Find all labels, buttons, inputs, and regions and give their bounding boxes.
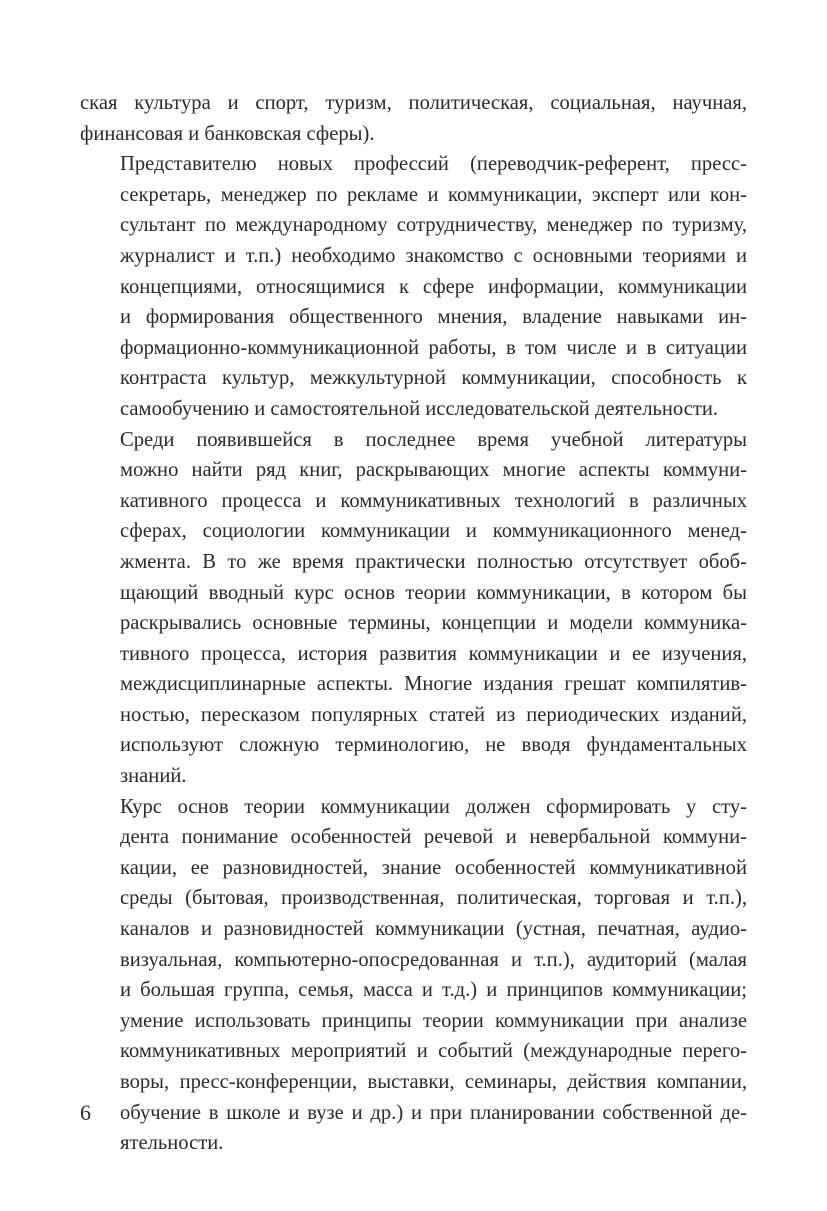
- text-line: среды (бытовая, производственная, политическая, торговая и т.п.),: [120, 887, 747, 910]
- text-line: концепциями, относящимися к сфере информации, коммуникации: [120, 275, 747, 298]
- text-line: финансовая и банковская сферы).: [80, 122, 375, 145]
- text-line: формационно-коммуникационной работы, в том числе и в ситуации: [120, 336, 747, 359]
- text-line: можно найти ряд книг, раскрывающих многие аспекты коммуни-: [120, 459, 747, 482]
- paragraph: [80, 88, 747, 149]
- text-line: сферах, социологии коммуникации и коммуникационного менед-: [120, 520, 747, 543]
- text-line: журналист и т.п.) необходимо знакомство с основными теориями и: [120, 244, 747, 267]
- text-line: щающий вводный курс основ теории коммуникации, в котором бы: [120, 581, 747, 604]
- text-line: раскрывались основные термины, концепции и модели коммуника-: [120, 612, 747, 635]
- text-line: используют сложную терминологию, не вводя фундаментальных: [120, 734, 747, 757]
- text-line: обучение в школе и вузе и др.) и при планировании собственной де-: [120, 1101, 747, 1124]
- paragraph: [80, 792, 747, 1159]
- text-line: ская культура и спорт, туризм, политическая, социальная, научная,: [80, 92, 747, 114]
- paragraph: [80, 149, 747, 424]
- text-line: знаний.: [120, 765, 187, 788]
- text-line: каналов и разновидностей коммуникации (устная, печатная, аудио-: [120, 918, 747, 941]
- page-number: 6: [80, 1100, 91, 1125]
- text-line: сультант по международному сотрудничеству, менеджер по туризму,: [120, 214, 747, 237]
- text-line: и большая группа, семья, масса и т.д.) и принципов коммуникации;: [120, 979, 747, 1002]
- text-line: и формирования общественного мнения, владение навыками ин-: [120, 306, 747, 329]
- text-line: Представителю новых профессий (переводчик-референт, пресс-: [120, 153, 747, 176]
- body-text: [80, 88, 747, 1159]
- text-line: визуальная, компьютерно-опосредованная и т.п.), аудиторий (малая: [120, 948, 747, 971]
- text-line: Среди появившейся в последнее время учебной литературы: [120, 428, 747, 451]
- text-line: междисциплинарные аспекты. Многие издания грешат компилятив-: [120, 673, 747, 696]
- text-line: ятельности.: [120, 1132, 224, 1155]
- text-line: ностью, пересказом популярных статей из периодических изданий,: [120, 703, 747, 726]
- text-line: жмента. В то же время практически полностью отсутствует обоб-: [120, 550, 747, 573]
- text-line: кации, ее разновидностей, знание особенностей коммуникативной: [120, 856, 747, 879]
- text-line: коммуникативных мероприятий и событий (международные перего-: [120, 1040, 747, 1063]
- text-line: дента понимание особенностей речевой и невербальной коммуни-: [120, 826, 747, 849]
- paragraph: [80, 425, 747, 792]
- text-line: контраста культур, межкультурной коммуникации, способность к: [120, 367, 747, 390]
- text-line: умение использовать принципы теории коммуникации при анализе: [120, 1009, 747, 1032]
- text-line: секретарь, менеджер по рекламе и коммуникации, эксперт или кон-: [120, 183, 747, 206]
- text-line: самообучению и самостоятельной исследовательской деятельности.: [120, 397, 719, 420]
- text-line: воры, пресс-конференции, выставки, семинары, действия компании,: [120, 1071, 747, 1093]
- text-line: Курс основ теории коммуникации должен сформировать у сту-: [120, 795, 747, 818]
- text-line: кативного процесса и коммуникативных технологий в различных: [120, 489, 747, 512]
- text-line: тивного процесса, история развития коммуникации и ее изучения,: [120, 642, 747, 665]
